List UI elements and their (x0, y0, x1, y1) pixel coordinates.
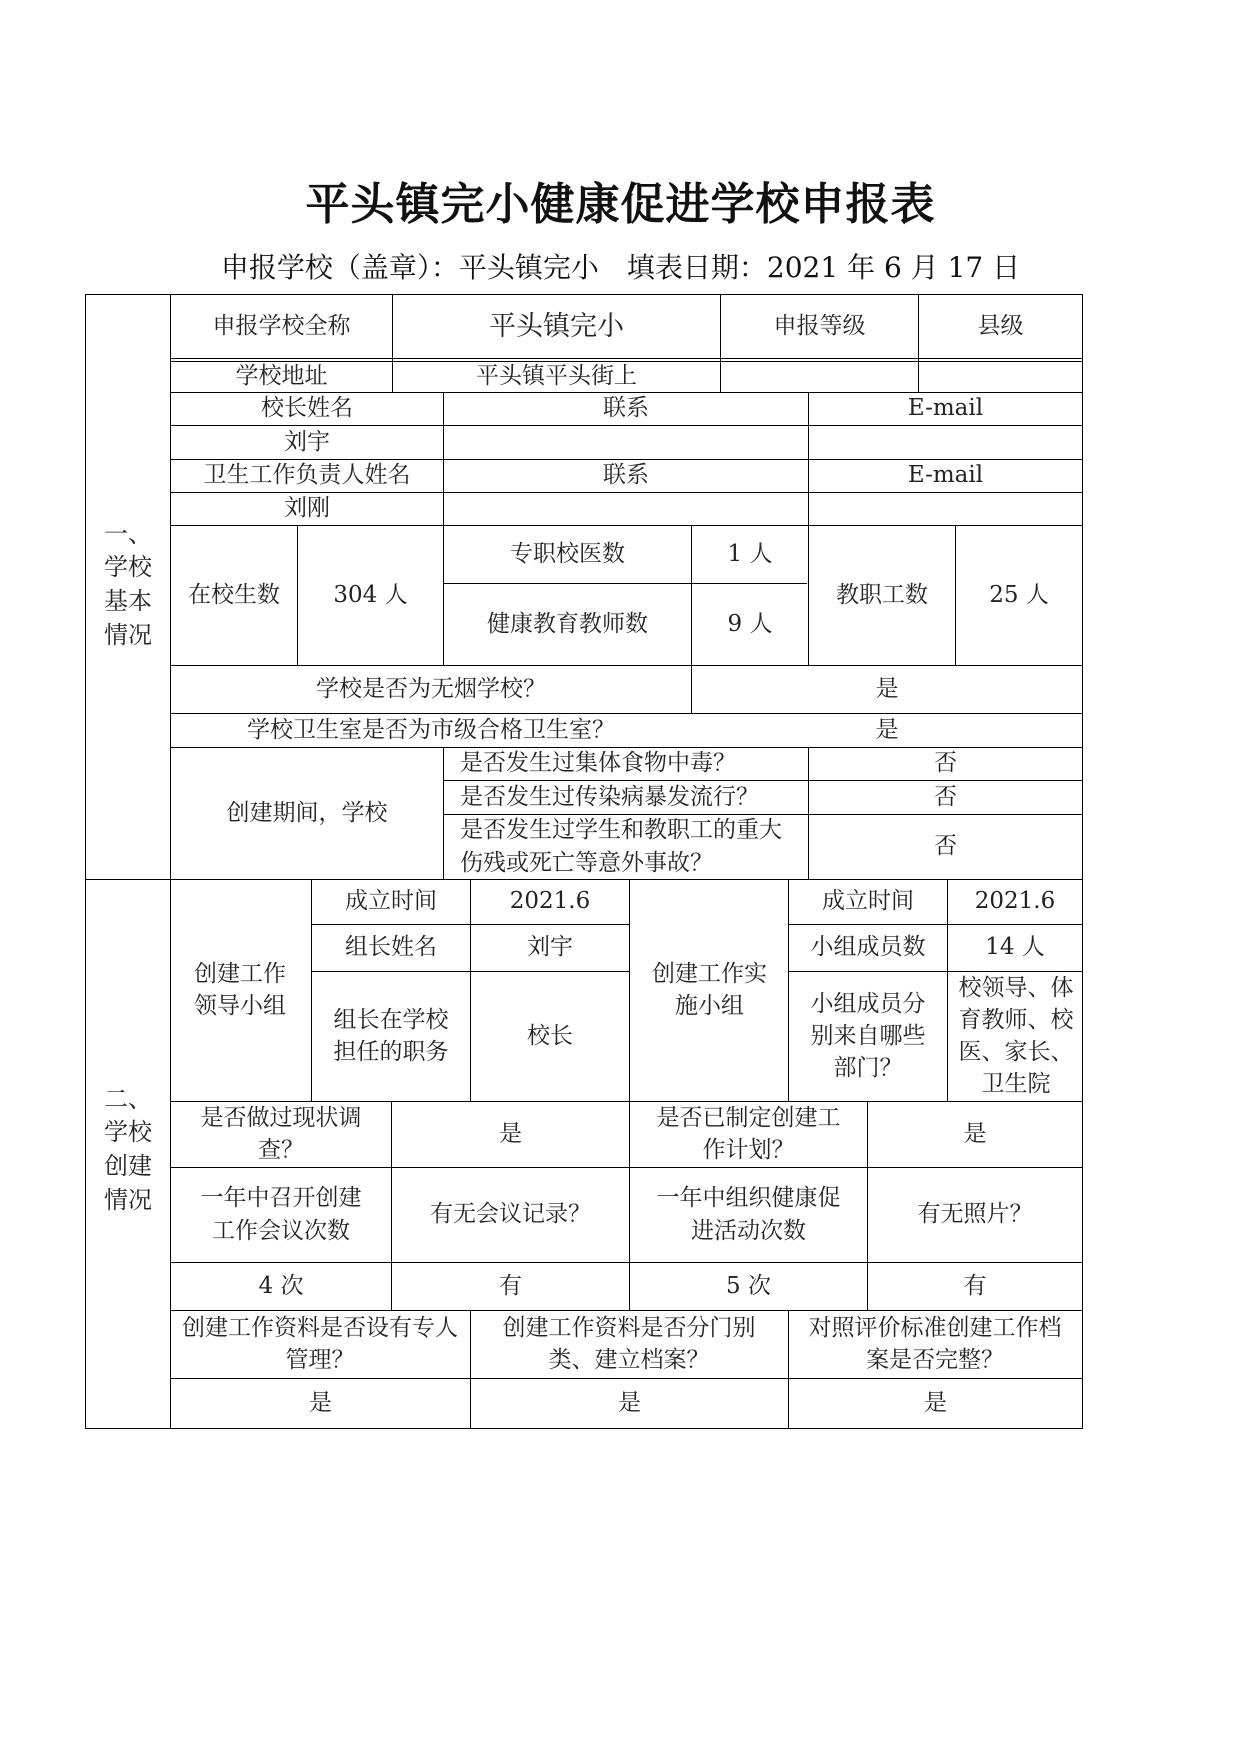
principal-email-label: E-mail (907, 395, 984, 422)
survey-question: 是否做过现状调查？ (200, 1104, 362, 1163)
meetings-label: 一年中召开创建工作会议次数 (200, 1185, 362, 1244)
principal-contact-label: 联系 (603, 395, 649, 422)
principal-label: 校长姓名 (261, 395, 353, 422)
level-value: 县级 (977, 313, 1024, 340)
impl-group-label: 创建工作实施小组 (652, 960, 767, 1019)
food-question: 是否发生过集体食物中毒？ (460, 750, 736, 777)
school-value: 平头镇完小 (458, 251, 599, 284)
students-label: 在校生数 (188, 581, 280, 608)
form-subtitle (0, 246, 1241, 286)
clinic-question: 学校卫生室是否为市级合格卫生室？ (247, 716, 615, 743)
lead-founded-value: 2021.6 (509, 888, 591, 915)
address-label: 学校地址 (235, 363, 328, 390)
health-head-name: 刘刚 (284, 495, 330, 522)
minutes-value: 有 (499, 1272, 522, 1299)
leader-post-value: 校长 (527, 1022, 573, 1049)
members-from-label: 小组成员分别来自哪些部门？ (810, 990, 926, 1082)
accident-question: 是否发生过学生和教职工的重大伤残或死亡等意外事故？ (460, 817, 782, 876)
level-label: 申报等级 (773, 313, 866, 340)
lead-founded-label: 成立时间 (345, 888, 437, 915)
leader-post-label: 组长在学校担任的职务 (333, 1006, 449, 1065)
date-value: 2021 年 6 月 17 日 (766, 251, 1021, 284)
impl-founded-value: 2021.6 (974, 888, 1056, 915)
address-value: 平头镇平头街上 (476, 363, 637, 390)
clinic-answer: 是 (875, 716, 899, 743)
archive-question: 创建工作资料是否分门别类、建立档案？ (502, 1314, 756, 1373)
impl-founded-label: 成立时间 (822, 888, 914, 915)
date-label: 填表日期： (626, 251, 767, 284)
plan-answer: 是 (963, 1120, 987, 1147)
members-value: 14 人 (985, 934, 1045, 961)
photos-value: 有 (963, 1272, 987, 1299)
health-email-label: E-mail (907, 462, 984, 489)
period-label: 创建期间，学校 (226, 799, 388, 826)
school-full-name-label: 申报学校全称 (212, 313, 351, 340)
manager-question: 创建工作资料是否设有专人管理？ (182, 1314, 458, 1373)
school-full-name: 平头镇完小 (489, 310, 624, 342)
members-label: 小组成员数 (810, 934, 926, 961)
school-label: 申报学校（盖章）： (220, 251, 459, 284)
section2-label: 二、学校创建情况 (104, 1084, 152, 1214)
meetings-value: 4 次 (258, 1272, 304, 1299)
complete-answer: 是 (924, 1389, 947, 1416)
accident-answer: 否 (934, 833, 957, 860)
staff-label: 教职工数 (836, 581, 928, 608)
lead-group-label: 创建工作领导小组 (194, 960, 286, 1019)
principal-name: 刘宇 (284, 428, 330, 455)
staff-value: 25 人 (989, 581, 1049, 608)
activities-label: 一年中组织健康促进活动次数 (656, 1185, 841, 1244)
section1-label: 一、学校基本情况 (104, 519, 152, 649)
doctors-label: 专职校医数 (510, 540, 625, 567)
complete-question: 对照评价标准创建工作档案是否完整？ (808, 1314, 1062, 1373)
disease-answer: 否 (934, 783, 957, 810)
manager-answer: 是 (309, 1389, 332, 1416)
minutes-label: 有无会议记录？ (430, 1201, 591, 1228)
teachers-value: 9 人 (727, 610, 773, 637)
members-from-value: 校领导、体育教师、校医、家长、卫生院 (958, 974, 1074, 1098)
food-answer: 否 (934, 750, 957, 777)
smoke-free-question: 学校是否为无烟学校？ (316, 675, 546, 702)
disease-question: 是否发生过传染病暴发流行？ (460, 783, 759, 810)
leader-name-value: 刘宇 (527, 934, 573, 961)
plan-question: 是否已制定创建工作计划？ (656, 1104, 841, 1163)
archive-answer: 是 (618, 1389, 641, 1416)
students-value: 304 人 (333, 581, 408, 608)
form-title: 平头镇完小健康促进学校申报表 (305, 179, 936, 230)
leader-name-label: 组长姓名 (345, 934, 437, 961)
teachers-label: 健康教育教师数 (487, 610, 648, 637)
photos-label: 有无照片？ (917, 1201, 1033, 1228)
health-contact-label: 联系 (603, 462, 649, 489)
survey-answer: 是 (499, 1120, 522, 1147)
health-head-label: 卫生工作负责人姓名 (203, 462, 411, 489)
activities-value: 5 次 (726, 1272, 771, 1299)
smoke-free-answer: 是 (875, 675, 899, 702)
doctors-value: 1 人 (727, 540, 773, 567)
